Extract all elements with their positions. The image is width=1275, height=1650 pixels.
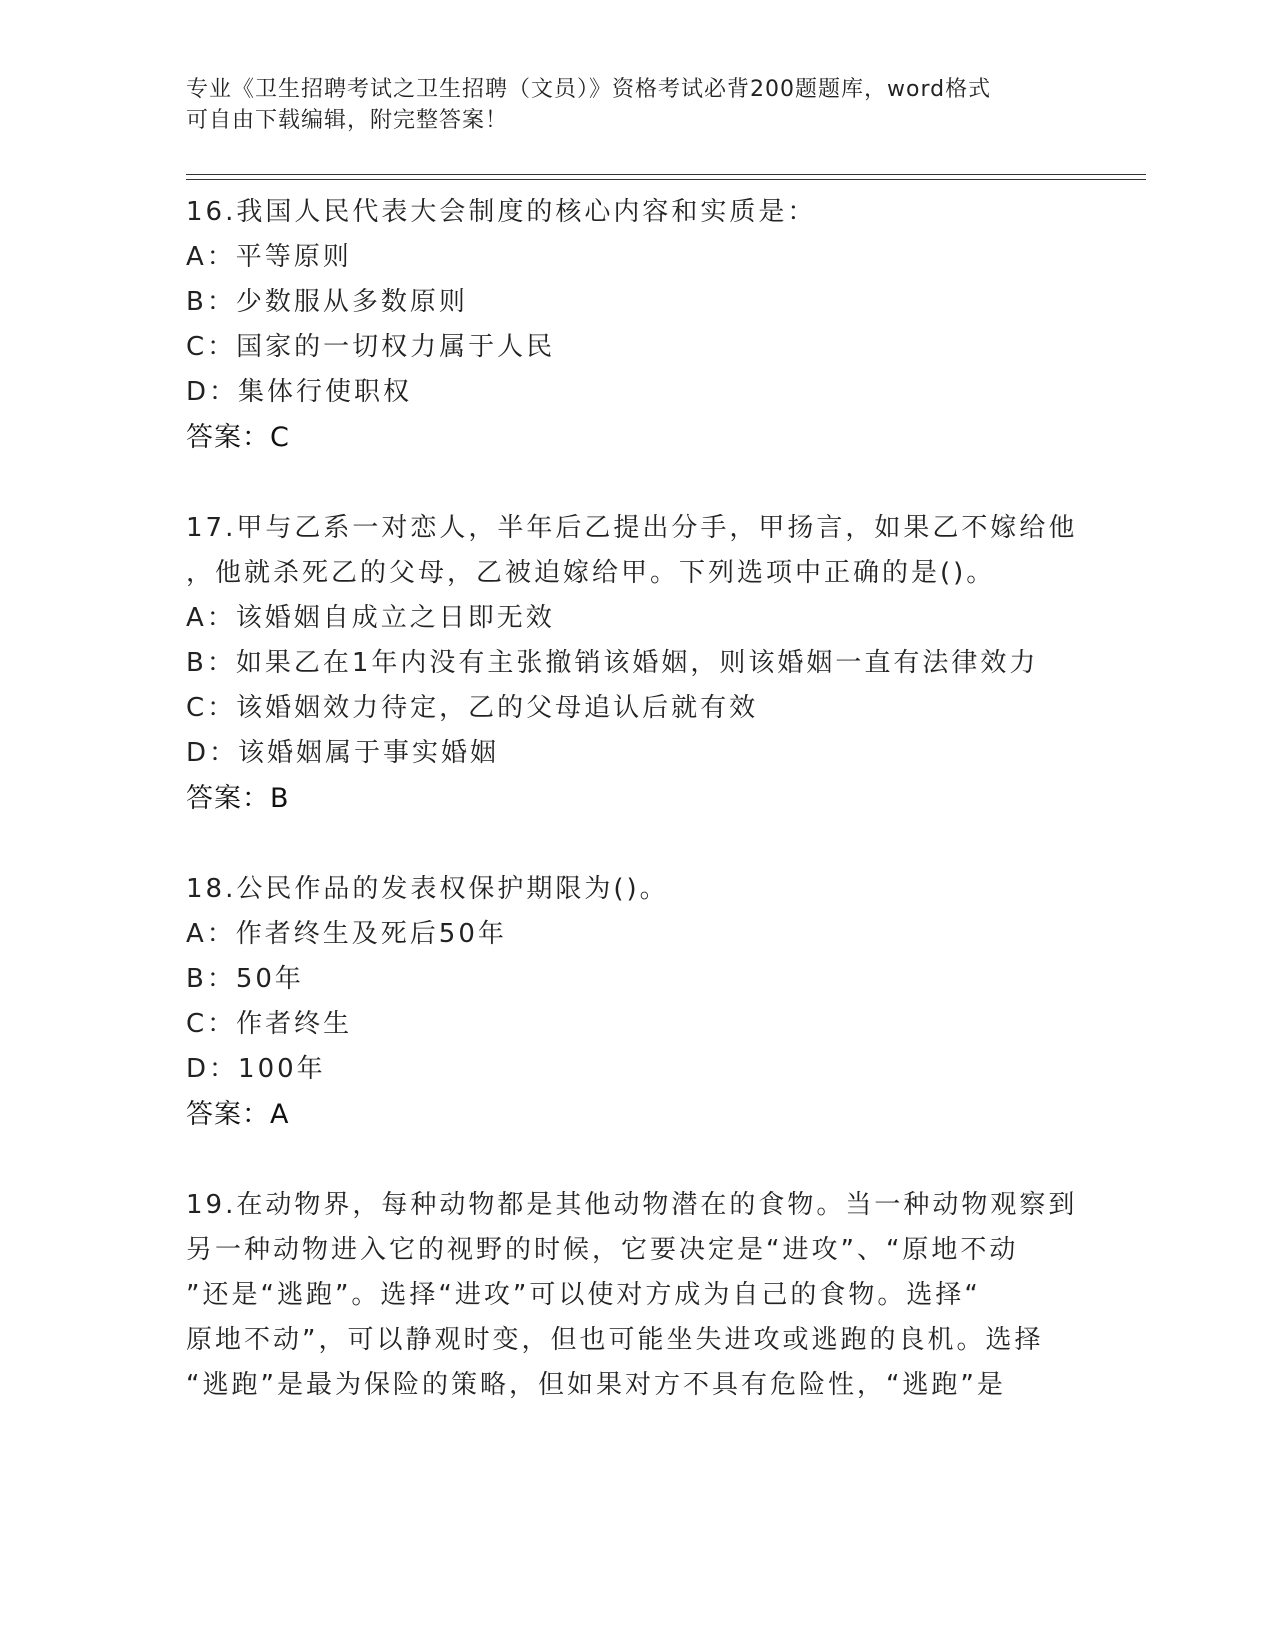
question-19 bbox=[186, 1183, 1086, 1408]
option-b: B：50年 bbox=[186, 964, 304, 994]
question-18 bbox=[186, 867, 1086, 1137]
question-stem bbox=[186, 1183, 1086, 1408]
option-d: D：100年 bbox=[186, 1054, 326, 1084]
question-stem-line: ”还是“逃跑”。选择“进攻”可以使对方成为自己的食物。选择“ bbox=[186, 1280, 981, 1310]
option-a: A：平等原则 bbox=[186, 242, 352, 272]
question-stem-line: 16.我国人民代表大会制度的核心内容和实质是： bbox=[186, 197, 817, 227]
option-b: B：少数服从多数原则 bbox=[186, 287, 468, 317]
question-stem-line: 17.甲与乙系一对恋人，半年后乙提出分手，甲扬言，如果乙不嫁给他 bbox=[186, 513, 1078, 543]
header-line-2: 可自由下载编辑，附完整答案！ bbox=[186, 108, 509, 133]
question-stem-line: “逃跑”是最为保险的策略，但如果对方不具有危险性，“逃跑”是 bbox=[186, 1370, 1006, 1400]
option-d: D：集体行使职权 bbox=[186, 377, 413, 407]
answer-line: 答案：B bbox=[186, 783, 290, 814]
document-header bbox=[186, 74, 1066, 136]
option-a: A：该婚姻自成立之日即无效 bbox=[186, 603, 555, 633]
option-c: C：作者终生 bbox=[186, 1009, 353, 1039]
answer-line: 答案：C bbox=[186, 422, 290, 453]
option-d: D：该婚姻属于事实婚姻 bbox=[186, 738, 500, 768]
question-stem-line: 另一种动物进入它的视野的时候，它要决定是“进攻”、“原地不动 bbox=[186, 1235, 1019, 1265]
option-c: C：该婚姻效力待定，乙的父母追认后就有效 bbox=[186, 693, 759, 723]
question-stem-line: 18.公民作品的发表权保护期限为()。 bbox=[186, 874, 669, 904]
header-divider bbox=[186, 174, 1146, 180]
question-17 bbox=[186, 506, 1086, 821]
question-stem bbox=[186, 867, 1086, 912]
question-stem-line: ，他就杀死乙的父母，乙被迫嫁给甲。下列选项中正确的是()。 bbox=[186, 558, 996, 588]
option-c: C：国家的一切权力属于人民 bbox=[186, 332, 556, 362]
answer-line: 答案：A bbox=[186, 1099, 290, 1130]
option-a: A：作者终生及死后50年 bbox=[186, 919, 507, 949]
question-stem-line: 原地不动”，可以静观时变，但也可能坐失进攻或逃跑的良机。选择 bbox=[186, 1325, 1044, 1355]
question-list bbox=[186, 190, 1086, 1454]
question-stem bbox=[186, 506, 1086, 596]
header-line-1: 专业《卫生招聘考试之卫生招聘（文员）》资格考试必背200题题库，word格式 bbox=[186, 77, 992, 102]
option-b: B：如果乙在1年内没有主张撤销该婚姻，则该婚姻一直有法律效力 bbox=[186, 648, 1039, 678]
question-stem bbox=[186, 190, 1086, 235]
question-stem-line: 19.在动物界，每种动物都是其他动物潜在的食物。当一种动物观察到 bbox=[186, 1190, 1078, 1220]
question-16 bbox=[186, 190, 1086, 460]
